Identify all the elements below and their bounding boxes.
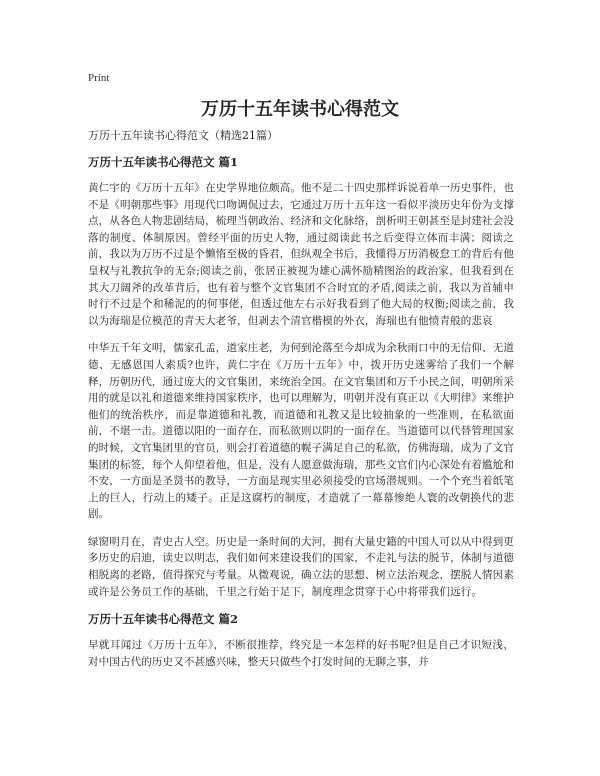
section-2 bbox=[88, 611, 514, 670]
article-subtitle: 万历十五年读书心得范文（精选21篇） bbox=[88, 129, 278, 142]
paragraph: 早就耳闻过《万历十五年》，不断很推荐，终究是一本怎样的好书呢?但是自己才识短浅，对中国古代的历史又不甚感兴味，整天只做些个打发时间的无聊之事，并 bbox=[88, 639, 514, 668]
paragraph: 中华五千年文明，儒家孔孟，道家庄老，为何到沦落至今却成为余秋雨口中的无信仰、无道德、无感恩国人素质?也许，黄仁宇在《万历十五年》中，拨开历史迷雾给了我们一个解释，历朝历代，通过庞大的文官集团，来统治全国。在文官集团和万千小民之间，明朝所采用的就是以礼和道德来维持国家秩序，也可以理解为，明朝并没有真正以《大明律》来维护他们的统治秩序，而是靠道德和礼教，而道德和礼教又是比较抽象的一些准则，在私欲面前，不堪一击。道德以阳的一面存在，而私欲则以阴的一面存在。当道德可以代替管理国家的时候，文官集团里的官员，则会打着道德的幌子满足自己的私欲，仿佛海瑞，成为了文官集团的标签，每个人仰望着他，但是，没有人愿意做海瑞，那些文官们内心深处有着尴尬和不安，一方面是圣贤书的教导，一方面是现实里必须接受的官场潜规则。一个个充当着纸笔上的巨人，行动上的矮子。正是这腐朽的制度，才造就了一幕幕惨绝人寰的改朝换代的悲剧。 bbox=[88, 342, 514, 521]
page-title: 万历十五年读书心得范文 bbox=[201, 99, 399, 120]
section-heading: 万历十五年读书心得范文 篇2 bbox=[88, 612, 239, 627]
section-heading: 万历十五年读书心得范文 篇1 bbox=[88, 155, 239, 169]
article-body bbox=[88, 128, 514, 681]
section-1 bbox=[88, 154, 514, 600]
paragraph: 绿窗明月在，青史古人空。历史是一条时间的大河，拥有大量史籍的中国人可以从中得到更多历史的启迪，读史以明志，我们如何来建设我们的国家，不走礼与法的脱节，体制与道德相脱离的老路，值得探究与考量。从微观说，确立法的思想、树立法治观念，摆脱人情因素或许是公务员工作的基础，千里之行始于足下，制度理念贯穿于心中将带我们远行。 bbox=[88, 535, 514, 598]
paragraph: 黄仁宇的《万历十五年》在史学界地位颇高。他不是二十四史那样诉说着单一历史事件，也不是《明朝那些事》用现代口吻调侃过去，它通过万历十五年这一看似平淡历史年份为支撑点，从各色人物悲剧结局，梳理当朝政治、经济和文化脉络，剖析明王朝甚至是封建社会没落的制度、体制原因。曾经平面的历史人物，通过阅读此书之后变得立体而丰满；阅读之前，我以为万历不过是个懒惰至极的昏君，但纵观全书后，我懂得万历消极怠工的背后有他皇权与礼教抗争的无奈;阅读之前，张居正被视为雄心满怀励精图治的政治家，但我看到在其大刀阔斧的改革背后，也有着与整个文官集团不合时宜的矛盾,阅读之前，我以为首辅申时行不过是个和稀泥的的何事佬，但透过他左右示好我看到了他大局的权衡;阅读之前，我以为海瑞是位模范的青天大老爷，但剥去个清官楷模的外衣，海瑞也有他愤青般的悲哀 bbox=[88, 182, 514, 327]
print-label[interactable]: Print bbox=[88, 72, 110, 84]
